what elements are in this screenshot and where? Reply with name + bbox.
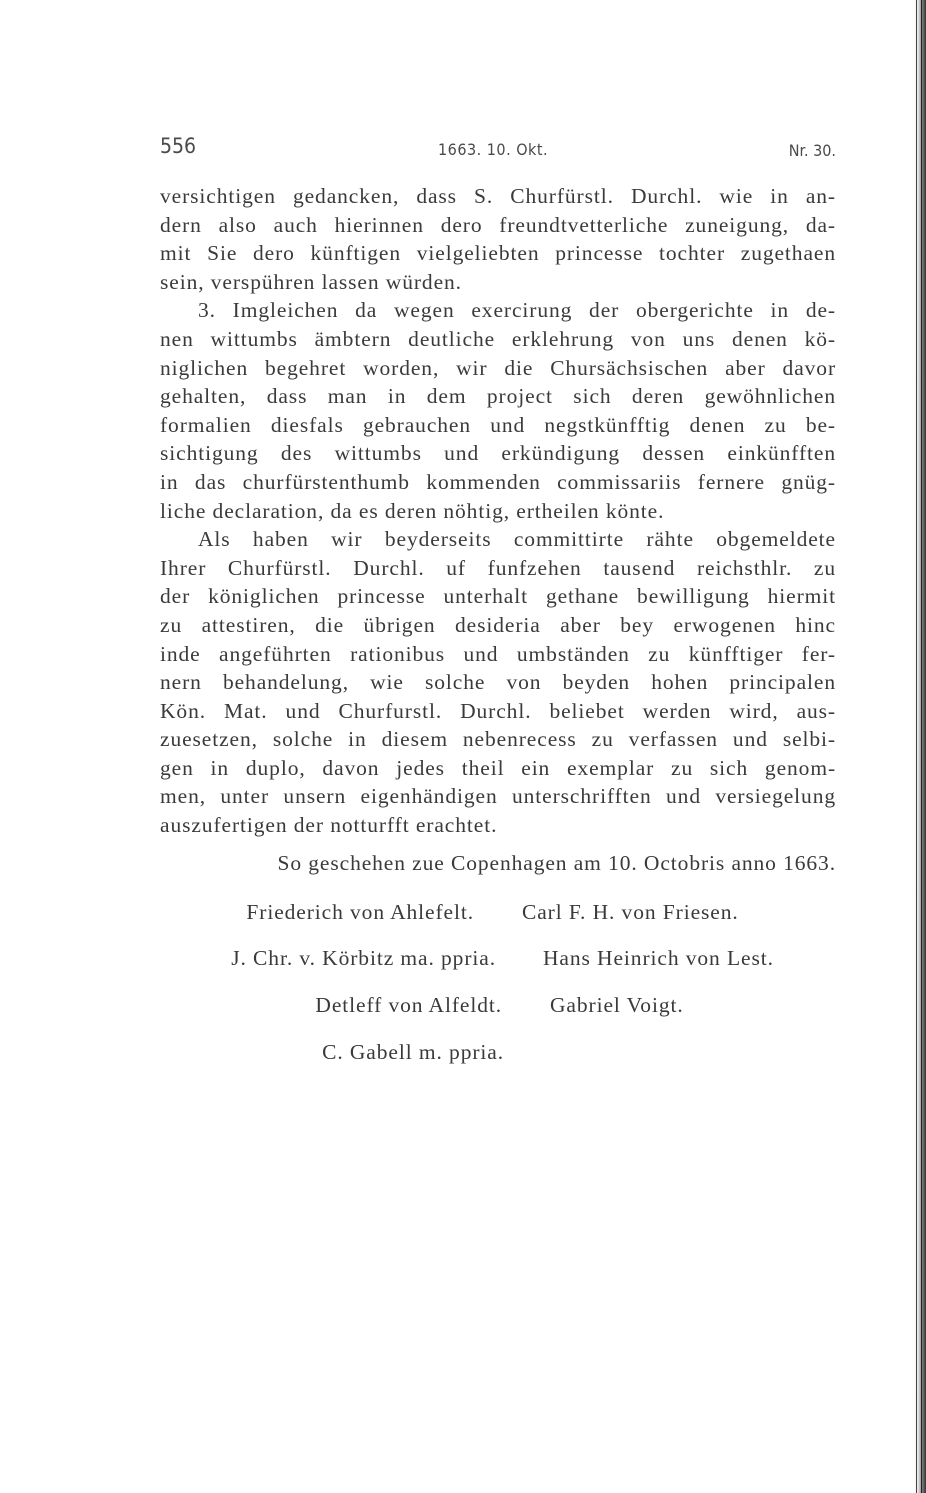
text-line: zu attestiren, die übrigen desideria aber bey erwogenen hinc — [160, 612, 836, 637]
text-line: gehalten, dass man in dem project sich deren gewöhnlichen — [160, 384, 836, 409]
text-line: zuesetzen, solche in diesem nebenrecess zu verfassen und selbi- — [160, 727, 836, 752]
page-number: 556 — [160, 134, 197, 158]
text-line: auszufertigen der notturfft erachtet. — [160, 813, 498, 838]
text-line: nern behandelung, wie solche von beyden hohen principalen — [160, 670, 836, 695]
signature-right: Hans Heinrich von Lest. — [543, 946, 774, 970]
text-line: gen in duplo, davon jedes theil ein exemplar zu sich genom- — [160, 755, 836, 780]
text-line: versichtigen gedancken, dass S. Churfürstl. Durchl. wie in an- — [160, 184, 836, 208]
text-line: men, unter unsern eigenhändigen unterschrifften und versiegelung — [160, 784, 836, 809]
signature-left: C. Gabell m. ppria. — [322, 1040, 504, 1064]
text-line: dern also auch hierinnen dero freundtvetterliche zuneigung, da- — [160, 212, 836, 237]
signature-left: Friederich von Ahlefelt. — [246, 900, 474, 924]
signature-right: Carl F. H. von Friesen. — [522, 900, 739, 924]
text-line: sichtigung des wittumbs und erkündigung dessen einkünfften — [160, 441, 836, 466]
closing-line: So geschehen zue Copenhagen am 10. Octobris anno 1663. — [277, 851, 836, 875]
page-edge-line — [921, 0, 922, 1493]
document-date: 1663. 10. Okt. — [438, 140, 549, 159]
text-line: mit Sie dero künftigen vielgeliebten princesse tochter zugethaen — [160, 241, 836, 266]
text-line: nen wittumbs ämbtern deutliche erklehrung von uns denen kö- — [160, 326, 836, 351]
document-number: Nr. 30. — [788, 141, 836, 160]
signature-left: J. Chr. v. Körbitz ma. ppria. — [231, 946, 496, 970]
text-line: Kön. Mat. und Churfurstl. Durchl. beliebet werden wird, aus- — [160, 698, 836, 723]
text-line: liche declaration, da es deren nöhtig, ertheilen könte. — [160, 498, 665, 523]
text-line: inde angeführten rationibus und umbständen zu künfftiger fer- — [160, 641, 836, 666]
text-line: 3. Imgleichen da wegen exercirung der obergerichte in de- — [198, 298, 836, 323]
text-line: der königlichen princesse unterhalt gethane bewilligung hiermit — [160, 584, 836, 609]
text-line: sein, verspühren lassen würden. — [160, 269, 462, 294]
text-line: Als haben wir beyderseits committirte rähte obgemeldete — [198, 527, 836, 552]
signature-left: Detleff von Alfeldt. — [315, 993, 502, 1017]
text-line: in das churfürstenthumb kommenden commissariis fernere gnüg- — [160, 469, 836, 494]
text-line: niglichen begehret worden, wir die Chursächsischen aber davor — [160, 355, 836, 380]
page-edge-line — [916, 0, 917, 1493]
body-text — [160, 182, 836, 840]
signature-right: Gabriel Voigt. — [550, 993, 684, 1017]
text-line: Ihrer Churfürstl. Durchl. uf funfzehen tausend reichsthlr. zu — [160, 555, 836, 580]
text-line: formalien diesfals gebrauchen und negstkünfftig denen zu be- — [160, 412, 836, 437]
running-header — [160, 134, 836, 164]
